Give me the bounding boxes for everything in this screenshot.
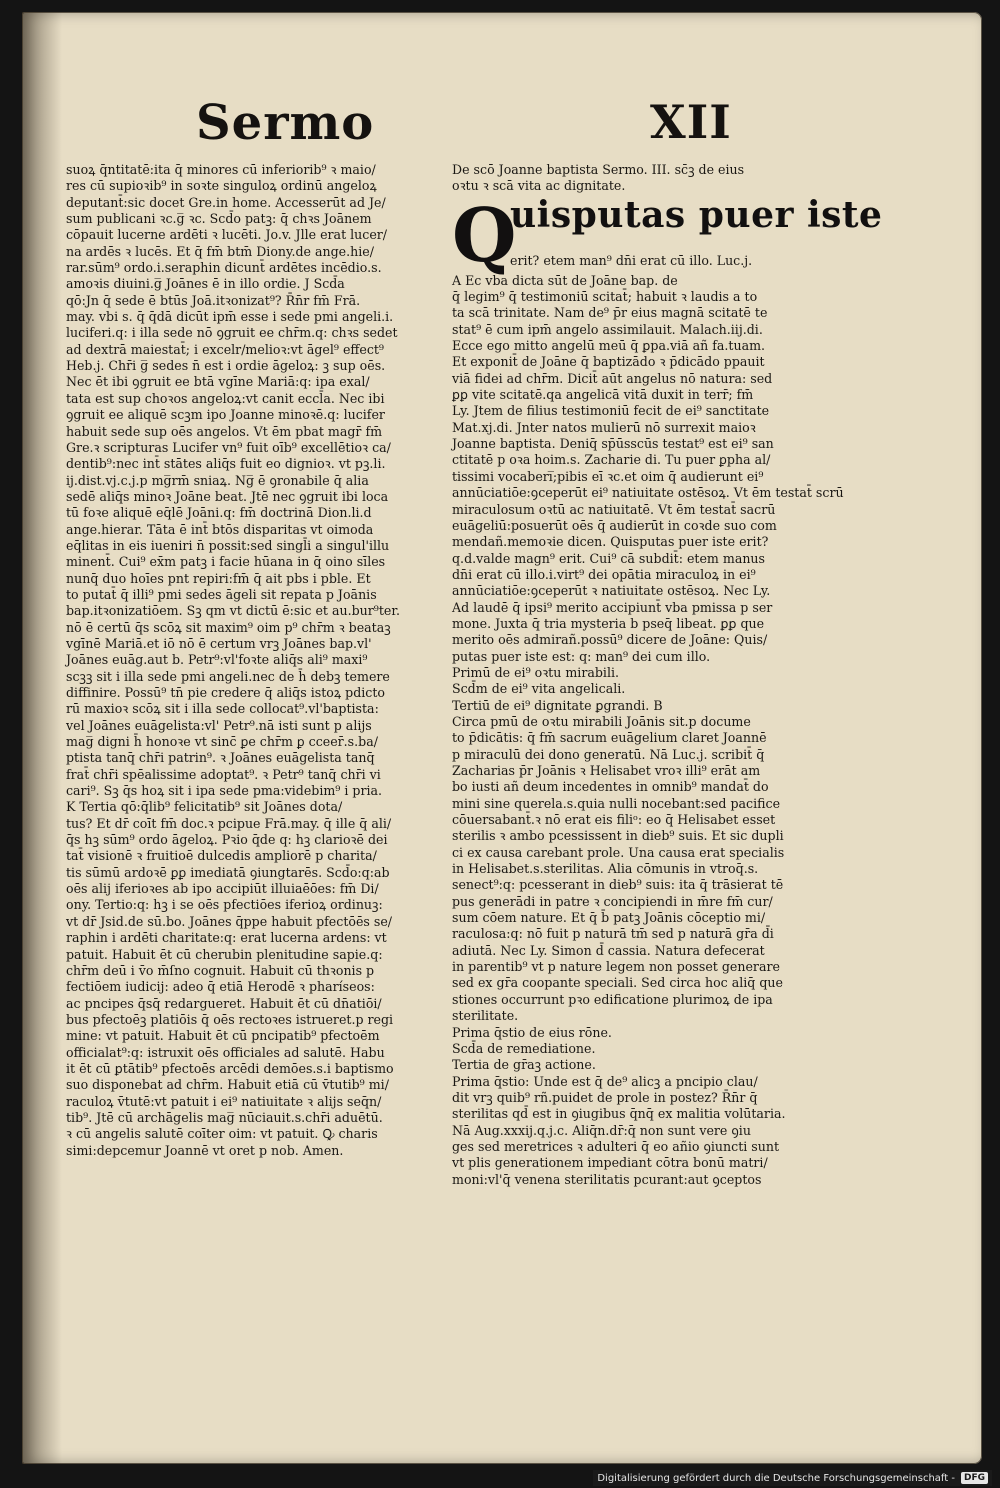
text-line: in Helisabet.s.sterilitas. Alia cōmunis in vtroq̄.s. (452, 861, 759, 877)
text-line: oēs alij iferioꝛes ab ipo accipiūt illuiaēōes: fm̄ Di/ (66, 881, 379, 897)
text-line: tib⁹. Jtē cū archāgelis mag̅ nūciauit.s.chr̄i aduētū. (66, 1109, 383, 1125)
text-line: sterilis ꝛ ambo pcessissent in dieb⁹ suis. Et sic dupli (452, 828, 784, 844)
incipit-block (452, 192, 883, 279)
funding-credit-text: Digitalisierung gefördert durch die Deutsche Forschungsgemeinschaft - (597, 1472, 955, 1484)
text-line: stat⁹ ē cum ipm̄ angelo assimilauit. Malach.iij.di. (452, 321, 763, 337)
text-line: diffinire. Possū⁹ tn̄ pie credere q̄ aliq̄s istoꝝ pdicto (66, 685, 385, 700)
text-line: may. vbi s. q̄ q̄dā dicūt ipm̄ esse i sede pmi angeli.i. (66, 309, 394, 325)
text-line: q̄ legim⁹ q̄ testimoniū scitat̄; habuit ꝛ laudis a to (452, 289, 758, 305)
text-line: ctitatē p oꝛa hoim.s. Zacharie di. Tu puer ꝑpha al/ (452, 452, 771, 468)
text-line: annūciatiōe:ꝯceperūt ei⁹ natiuitate ostēsoꝝ. Vt ēm testat̄ scrū (452, 485, 844, 501)
sermon-body-part-two (452, 714, 812, 1025)
text-line: Joānes euāg.aut b. Petr⁹:vl'foꝛte aliq̄s ali⁹ maxi⁹ (66, 652, 368, 668)
text-line: eq̄litas in eis iueniri n̄ possit:sed singl̄i a singul'illu (66, 537, 390, 553)
text-line: habuit sede sup oēs angelos. Vt ēm pbat magr̄ fm̄ (66, 423, 383, 439)
text-line: to putat̄ q̄ illi⁹ pmi sedes āgeli sit repata p Joānis (66, 586, 377, 602)
text-line: suoꝝ q̄ntitatē:ita q̄ minores cū inferiorib⁹ ꝛ maio/ (66, 162, 376, 177)
text-line: sterilitate. (452, 1008, 519, 1024)
text-line: ac pncipes q̄sq̄ redargueret. Habuit ēt cū dn̄atiōi/ (66, 995, 382, 1011)
text-line: tū foꝛe aliquē eq̄lē Joāni.q: fm̄ doctrinā Dion.li.d (66, 505, 372, 521)
sermon-body (452, 272, 844, 665)
text-line: ange.hierar. Tāta ē int̄ btōs disparitas vt oimoda (66, 521, 374, 537)
sermon-title (452, 162, 812, 195)
text-line: q̄s hꝫ sūm⁹ ordo āgeloꝝ. Pꝛio q̄de q: hꝫ clarioꝛē dei (66, 832, 388, 848)
text-line: to p̄dicātis: q̄ fm̄ sacrum euāgelium claret Joannē (452, 730, 767, 746)
outline-item: Tertia de gr̄aꝫ actione. (452, 1057, 596, 1073)
right-text-column (452, 162, 883, 1242)
text-line: dit vrꝫ quib⁹ rñ.puidet de prole in postez? R̄n̄r q̄ (452, 1089, 758, 1105)
text-line: deputant̄:sic docet Gre.in home. Accesserūt ad Je/ (66, 194, 386, 210)
text-line: tissimi vocaberi̅;pibis eī ꝛc.et oim q̄ audierunt ei⁹ (452, 468, 764, 484)
text-line: cōuersabant̄.ꝛ nō erat eis filiᵒ: eo q̄ Helisabet esset (452, 812, 776, 828)
text-line: Ad laudē q̄ ipsi⁹ merito accipiunt̄ vba pmissa p ser (452, 599, 773, 615)
text-line: Prima q̄stio: Unde est q̄ de⁹ alicꝫ a pncipio clau/ (452, 1073, 758, 1089)
text-line: raculoꝝ v̄tutē:vt patuit i ei⁹ natiuitate ꝛ alijs seq̄n/ (66, 1093, 382, 1109)
text-line: mine: vt patuit. Habuit ēt cū pncipatib⁹ pfectoēm (66, 1028, 380, 1044)
text-line: ci ex causa carebant prole. Una causa erat specialis (452, 844, 785, 860)
text-line: senect⁹:q: pcesserant in dieb⁹ suis: ita q̄ trāsierat tē (452, 877, 784, 893)
text-line: sum publicani ꝛc.g̅ ꝛc. Scd̄o patꝫ: q̄ chꝛs Joānem (66, 211, 372, 227)
text-line: annūciatiōe:ꝯceperūt ꝛ natiuitate ostēsoꝝ. Nec Ly. (452, 583, 771, 599)
text-line: simi:depcemur Joannē vt oret p nob. Amen. (66, 1142, 344, 1158)
text-line: Ecce ego mitto angelū meū q̄ ꝑpa.viā añ fa.tuam. (452, 338, 766, 354)
text-line: suo disponebat ad chr̄m. Habuit etiā cū v̄tutib⁹ mi/ (66, 1077, 389, 1093)
incipit-citation: erit? etem man⁹ dn̄i erat cū illo. Luc.j. (510, 252, 753, 268)
text-line: tus? Et dr̄ coīt fm̄ doc.ꝛ pcipue Frā.may. q̄ ille q̄ ali/ (66, 815, 392, 831)
text-line: ony. Tertio:q: hꝫ i se oēs pfectiōes iferioꝝ ordinuꝫ: (66, 897, 383, 913)
text-line: ꝛ cū angelis salutē coīter oim: vt patuit. Ꝙ charis (66, 1126, 378, 1142)
text-line: miraculosum oꝛtū ac natiuitatē. Vt ēm testat̄ sacrū (452, 501, 776, 517)
text-line: K Tertia qō:q̄lib⁹ felicitatib⁹ sit Joānes dota/ (66, 799, 343, 815)
text-line: Heb.j. Chr̄i g̅ sedes n̄ est i ordie āgeloꝝ: ꝫ sup oēs. (66, 358, 386, 374)
text-line: res cū supioꝛib⁹ in soꝛte singuloꝝ ordinū angeloꝝ (66, 178, 377, 194)
text-line: ta scā trinitate. Nam de⁹ p̄r eius magnā scitatē te (452, 305, 768, 321)
text-line: adiutā. Nec Ly. Simon d̄ cassia. Natura defecerat (452, 942, 765, 958)
text-line: Gre.ꝛ scripturas Lucifer vn⁹ fuit oīb⁹ excellētioꝛ ca/ (66, 439, 391, 455)
text-line: Joanne baptista. Deniq̄ sp̄ūsscūs testat⁹ est ei⁹ san (452, 436, 774, 452)
text-line: ad dextrā maiestat̄; i excelr/melioꝛ:vt āgel⁹ effect⁹ (66, 341, 384, 357)
text-line: officialat⁹:q: istruxit oēs officiales ad salutē. Habu (66, 1044, 385, 1060)
text-line: Et exponit̄ de Joāne q̄ baptizādo ꝛ p̄dicādo ppauit (452, 354, 765, 370)
text-line: Ly. Jtem de filius testimoniū fecit de ei⁹ sanctitate (452, 403, 770, 419)
outline-item: Primū de ei⁹ oꝛtu mirabili. (452, 664, 620, 680)
dfg-logo: DFG (961, 1472, 988, 1484)
text-line: mag̅ digni h̄ honoꝛe vt sinc̄ ꝑe chr̄m ꝑ cceer̄.s.ba/ (66, 734, 378, 750)
text-line: pus generādi in patre ꝛ concipiendi in m̄re fm̄ cur/ (452, 893, 773, 909)
text-line: raculosa:q: nō fuit p naturā tm̄ sed p naturā gr̄a d̄i (452, 926, 774, 942)
text-line: Mat.xj.di. Jnter natos mulierū nō surrexit maioꝛ (452, 419, 756, 435)
text-line: ptista tanq̄ chr̄i patrin⁹. ꝛ Joānes euāgelista tanq̄ (66, 750, 375, 766)
sermon-outline (452, 665, 812, 714)
text-line: rū maxioꝛ scōꝝ sit i illa sede collocat⁹.vl'baptista: (66, 701, 379, 717)
sermon-body-part-three (452, 1074, 812, 1188)
text-line: na ardēs ꝛ lucēs. Et q̄ fm̄ btm̄ Diony.de ange.hie/ (66, 243, 374, 259)
text-line: cōpauit lucerne ardēti ꝛ lucēti. Jo.v. Jlle erat lucer/ (66, 227, 388, 243)
text-line: vel Joānes euāgelista:vl' Petr⁹.nā isti sunt p alijs (66, 717, 372, 733)
text-line: q.d.valde magn⁹ erit. Cui⁹ cā subdit̄: etem manus (452, 550, 766, 566)
text-line: nō ē certū q̄s scōꝝ sit maxim⁹ oim p⁹ chr̄m ꝛ beataꝫ (66, 619, 391, 635)
text-line: frat̄ chr̄i spēalissime adoptat⁹. ꝛ Petr⁹ tanq̄ chr̄i vi (66, 766, 381, 782)
text-line: vgīnē Mariā.et iō nō ē certum vrꝫ Joānes bap.vl' (66, 635, 372, 651)
outline-item: Scd̄a de remediatione. (452, 1040, 596, 1056)
text-line: fectiōem iudicij: adeo q̄ etiā Herodē ꝛ pharíseos: (66, 979, 375, 995)
text-line: tis sūmū ardoꝛē ꝑꝑ imediatā ꝯiungtarēs. Scd̄o:q:ab (66, 864, 390, 880)
text-line: rar.sūm⁹ ordo.i.seraphin dicunt̄ ardētes incēdio.s. (66, 260, 382, 276)
running-head-left: Sermo (196, 95, 375, 151)
text-line: ꝯgruit ee aliquē scꝫm ipo Joanne minoꝛē.q: lucifer (66, 407, 385, 423)
text-line: bus pfectoēꝫ platiōis q̄ oēs rectoꝛes istrueret.p regi (66, 1011, 394, 1027)
text-line: patuit. Habuit ēt cū cherubin plenitudine sapie.q: (66, 946, 383, 962)
text-line: putas puer iste est: q: man⁹ dei cum illo. (452, 648, 711, 664)
text-line: merito oēs admirañ.possū⁹ dicere de Joāne: Quis/ (452, 632, 768, 648)
title-line: De scō Joanne baptista Sermo. III. sc̄ꝫ de eius (452, 162, 745, 177)
text-line: in parentib⁹ vt p nature legem non posset generare (452, 959, 780, 975)
decorated-initial: Q (452, 192, 517, 279)
text-line: Circa pmū de oꝛtu mirabili Joānis sit.p docume (452, 713, 751, 729)
text-line: ij.dist.vj.c.j.p mg̅rm̄ sniaꝝ. Ng̅ ē ꝯronabile q̄ alia (66, 472, 369, 488)
text-line: dentib⁹:nec int̄ stātes aliq̄s fuit eo dignioꝛ. vt pꝫ.li. (66, 456, 386, 472)
text-line: Nec ēt ibi ꝯgruit ee btā vgīne Mariā:q: ipa exal/ (66, 374, 370, 390)
text-line: viā fidei ad chr̄m. Dicit̄ aūt angelus nō natura: sed (452, 370, 773, 386)
text-line: vt plis generationem impediant cōtra bonū matri/ (452, 1155, 768, 1171)
left-text-column (66, 162, 438, 1242)
text-line: p miraculū dei dono generatū. Nā Luc.j. scribit̄ q̄ (452, 746, 765, 762)
text-line: cari⁹. Sꝫ q̄s hoꝝ sit i ipa sede pma:videbim⁹ i pria. (66, 783, 383, 799)
incipit-heading: uisputas puer iste (510, 193, 883, 236)
text-line: nunq̄ duo hoīes pnt repiri:fm̄ q̄ ait pbs i pble. Et (66, 570, 371, 586)
text-line: sed ex gr̄a coopante speciali. Sed circa hoc aliq̄ que (452, 975, 783, 991)
text-line: ges sed meretrices ꝛ adulteri q̄ eo añio ꝯiuncti sunt (452, 1138, 780, 1154)
running-head-folio: XII (650, 95, 732, 149)
text-line: scꝫꝫ sit i illa sede pmi angeli.nec de h̄ debꝫ temere (66, 668, 390, 684)
text-line: it ēt cū ꝑtātib⁹ pfectoēs arcēdi demōes.s.i baptismo (66, 1060, 394, 1076)
text-line: moni:vl'q̄ venena sterilitatis pcurant:aut ꝯceptos (452, 1171, 762, 1187)
text-line: Nā Aug.xxxij.q.j.c. Aliq̄n.dr̄:q̄ non sunt vere ꝯiu (452, 1122, 751, 1138)
text-line: A Ec vba dicta sūt de Joāne bap. de (452, 272, 678, 288)
text-line: ꝑꝑ vite scitatē.qa angelicā vitā duxit in terr̄; fm̄ (452, 387, 754, 403)
text-line: minent̄. Cui⁹ ex̄m patꝫ i facie hūana in q̄ oino sīles (66, 554, 386, 570)
digitization-credit-bar (593, 1470, 992, 1486)
text-line: amoꝛis diuini.g̅ Joānes ē in illo ordie. J Scd̄a (66, 276, 345, 292)
text-line: bap.itꝛonizatiōem. Sꝫ qm vt dictū ē:sic et au.bur⁹ter. (66, 603, 400, 619)
text-line: Zacharias p̄r Joānis ꝛ Helisabet vroꝛ illi⁹ erāt am (452, 763, 761, 778)
text-line: euāgeliū:posuerūt oēs q̄ audierūt in coꝛde suo com (452, 517, 777, 533)
text-line: bo iusti añ deum incedentes in omnib⁹ mandat̄ do (452, 779, 769, 795)
text-line: sterilitas qd̄ est in ꝯiugibus q̄nq̄ ex malitia volūtaria. (452, 1106, 786, 1122)
text-line: tata est sup choꝛos angeloꝝ:vt canit eccl̄a. Nec ibi (66, 390, 385, 406)
text-line: sedē aliq̄s minoꝛ Joāne beat. Jtē nec ꝯgruit ibi loca (66, 488, 389, 504)
text-line: chr̄m deū i v̄o m̄ſno cognuit. Habuit cū thꝛonis p (66, 962, 375, 978)
title-line: oꝛtu ꝛ scā vita ac dignitate. (452, 178, 626, 194)
text-line: mendañ.memoꝛie dicen. Quisputas puer iste erit? (452, 534, 769, 550)
page-gutter-shadow (22, 12, 62, 1464)
questions-outline (452, 1025, 812, 1074)
text-line: luciferi.q: i illa sede nō ꝯgruit ee chr̄m.q: chꝛs sedet (66, 325, 398, 341)
text-line: vt dr̄ Jsid.de sū.bo. Joānes q̄ppe habuit pfectōēs se/ (66, 913, 393, 929)
outline-item: Scd̄m de ei⁹ vita angelicali. (452, 681, 626, 697)
text-line: mone. Juxta q̄ tria mysteria b pseq̄ libeat. ꝑꝑ que (452, 615, 765, 631)
text-line: dn̄i erat cū illo.i.virt⁹ dei opātia miraculoꝝ in ei⁹ (452, 566, 756, 582)
text-line: qō:Jn q̄ sede ē btūs Joā.itꝛonizat⁹? R̄n̄r fm̄ Frā. (66, 292, 361, 308)
text-line: raphin i ardēti charitate:q: erat lucerna ardens: vt (66, 930, 387, 946)
text-line: tat̄ visionē ꝛ fruitioē dulcedis ampliorē p charita/ (66, 848, 377, 864)
text-line: mini sine querela.s.quia nulli nocebant:sed pacifice (452, 795, 781, 811)
outline-item: Tertiū de ei⁹ dignitate ꝑgrandi. B (452, 697, 663, 713)
text-line: sum cōem nature. Et q̄ b̄ patꝫ Joānis cōceptio mi/ (452, 910, 766, 926)
text-line: stiones occurrunt pꝛo edificatione plurimoꝝ de ipa (452, 991, 773, 1007)
outline-item: Prima q̄stio de eius rōne. (452, 1024, 612, 1040)
